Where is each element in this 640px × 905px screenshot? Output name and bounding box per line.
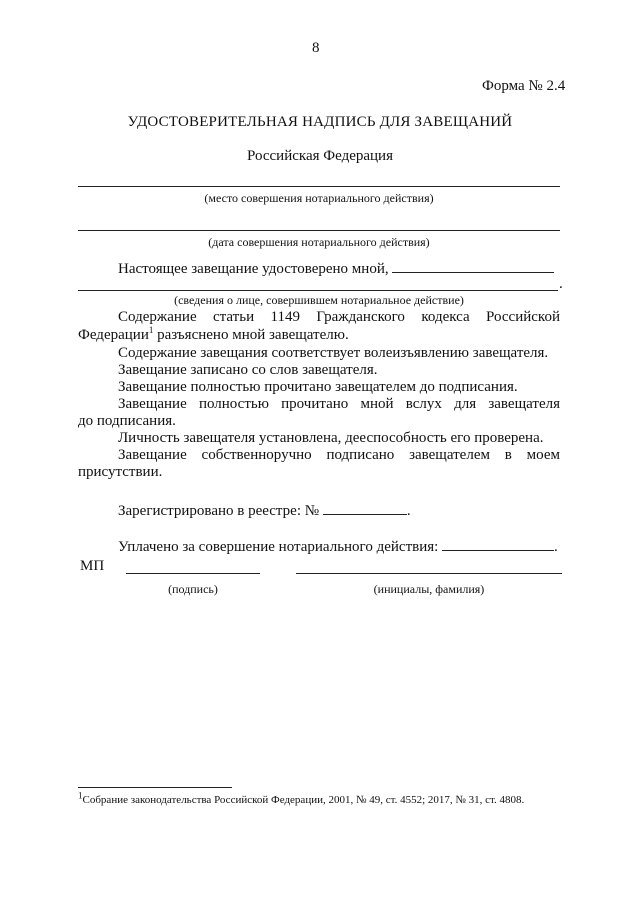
paragraph-read-aloud-1: Завещание полностью прочитано мной вслух для завещателя <box>118 396 560 412</box>
person-line-period: . <box>559 276 563 292</box>
paragraph-signed-2: присутствии. <box>78 464 163 480</box>
date-line <box>78 230 560 231</box>
footnote-text: Собрание законодательства Российской Федерации, 2001, № 49, ст. 4552; 2017, № 31, ст. 4808. <box>82 794 525 806</box>
registry-number-field <box>323 500 407 515</box>
paid-label: Уплачено за совершение нотариального действия: <box>118 539 439 555</box>
certified-by-text <box>118 258 554 278</box>
place-caption: (место совершения нотариального действия) <box>204 191 434 205</box>
footnote-mark: 1 <box>78 790 83 801</box>
form-number: Форма № 2.4 <box>482 78 566 94</box>
person-caption: (сведения о лице, совершившем нотариальное действие) <box>174 293 464 307</box>
registry-line <box>118 500 411 520</box>
document-title: УДОСТОВЕРИТЕЛЬНАЯ НАДПИСЬ ДЛЯ ЗАВЕЩАНИЙ <box>127 114 513 130</box>
footnote <box>78 790 525 806</box>
name-line <box>296 573 562 574</box>
paid-line <box>118 536 558 556</box>
paid-period: . <box>554 539 558 555</box>
paragraph-identity: Личность завещателя установлена, дееспособность его проверена. <box>118 430 544 446</box>
notary-field-line <box>392 258 554 273</box>
paragraph-signed-1: Завещание собственноручно подписано завещателем в моем <box>118 447 560 463</box>
signature-line <box>126 573 260 574</box>
paragraph-read-by-testator: Завещание полностью прочитано завещателем до подписания. <box>118 379 518 395</box>
paragraph-written: Завещание записано со слов завещателя. <box>118 362 378 378</box>
article-line-2-start: Федерации <box>78 327 149 343</box>
date-caption: (дата совершения нотариального действия) <box>208 235 430 249</box>
seal-label: МП <box>80 558 105 574</box>
footnote-separator <box>78 787 232 788</box>
signature-caption: (подпись) <box>168 582 218 596</box>
article-line-2-end: разъяснено мной завещателю. <box>153 327 349 343</box>
person-line <box>78 290 558 291</box>
registry-period: . <box>406 503 411 519</box>
footnote-mark-ref: 1 <box>148 325 154 335</box>
page-number: 8 <box>312 40 320 56</box>
article-line-2 <box>78 327 349 344</box>
name-caption: (инициалы, фамилия) <box>373 582 485 596</box>
paragraph-read-aloud-2: до подписания. <box>78 413 176 429</box>
registry-label: Зарегистрировано в реестре: № <box>118 503 320 519</box>
paragraph-will-content: Содержание завещания соответствует волеизъявлению завещателя. <box>118 345 549 361</box>
country-label: Российская Федерация <box>247 148 393 164</box>
paid-amount-field <box>442 536 554 551</box>
article-line-1: Содержание статьи 1149 Гражданского кодекса Российской <box>118 309 560 325</box>
place-line <box>78 186 560 187</box>
certified-by-label: Настоящее завещание удостоверено мной, <box>118 261 389 277</box>
